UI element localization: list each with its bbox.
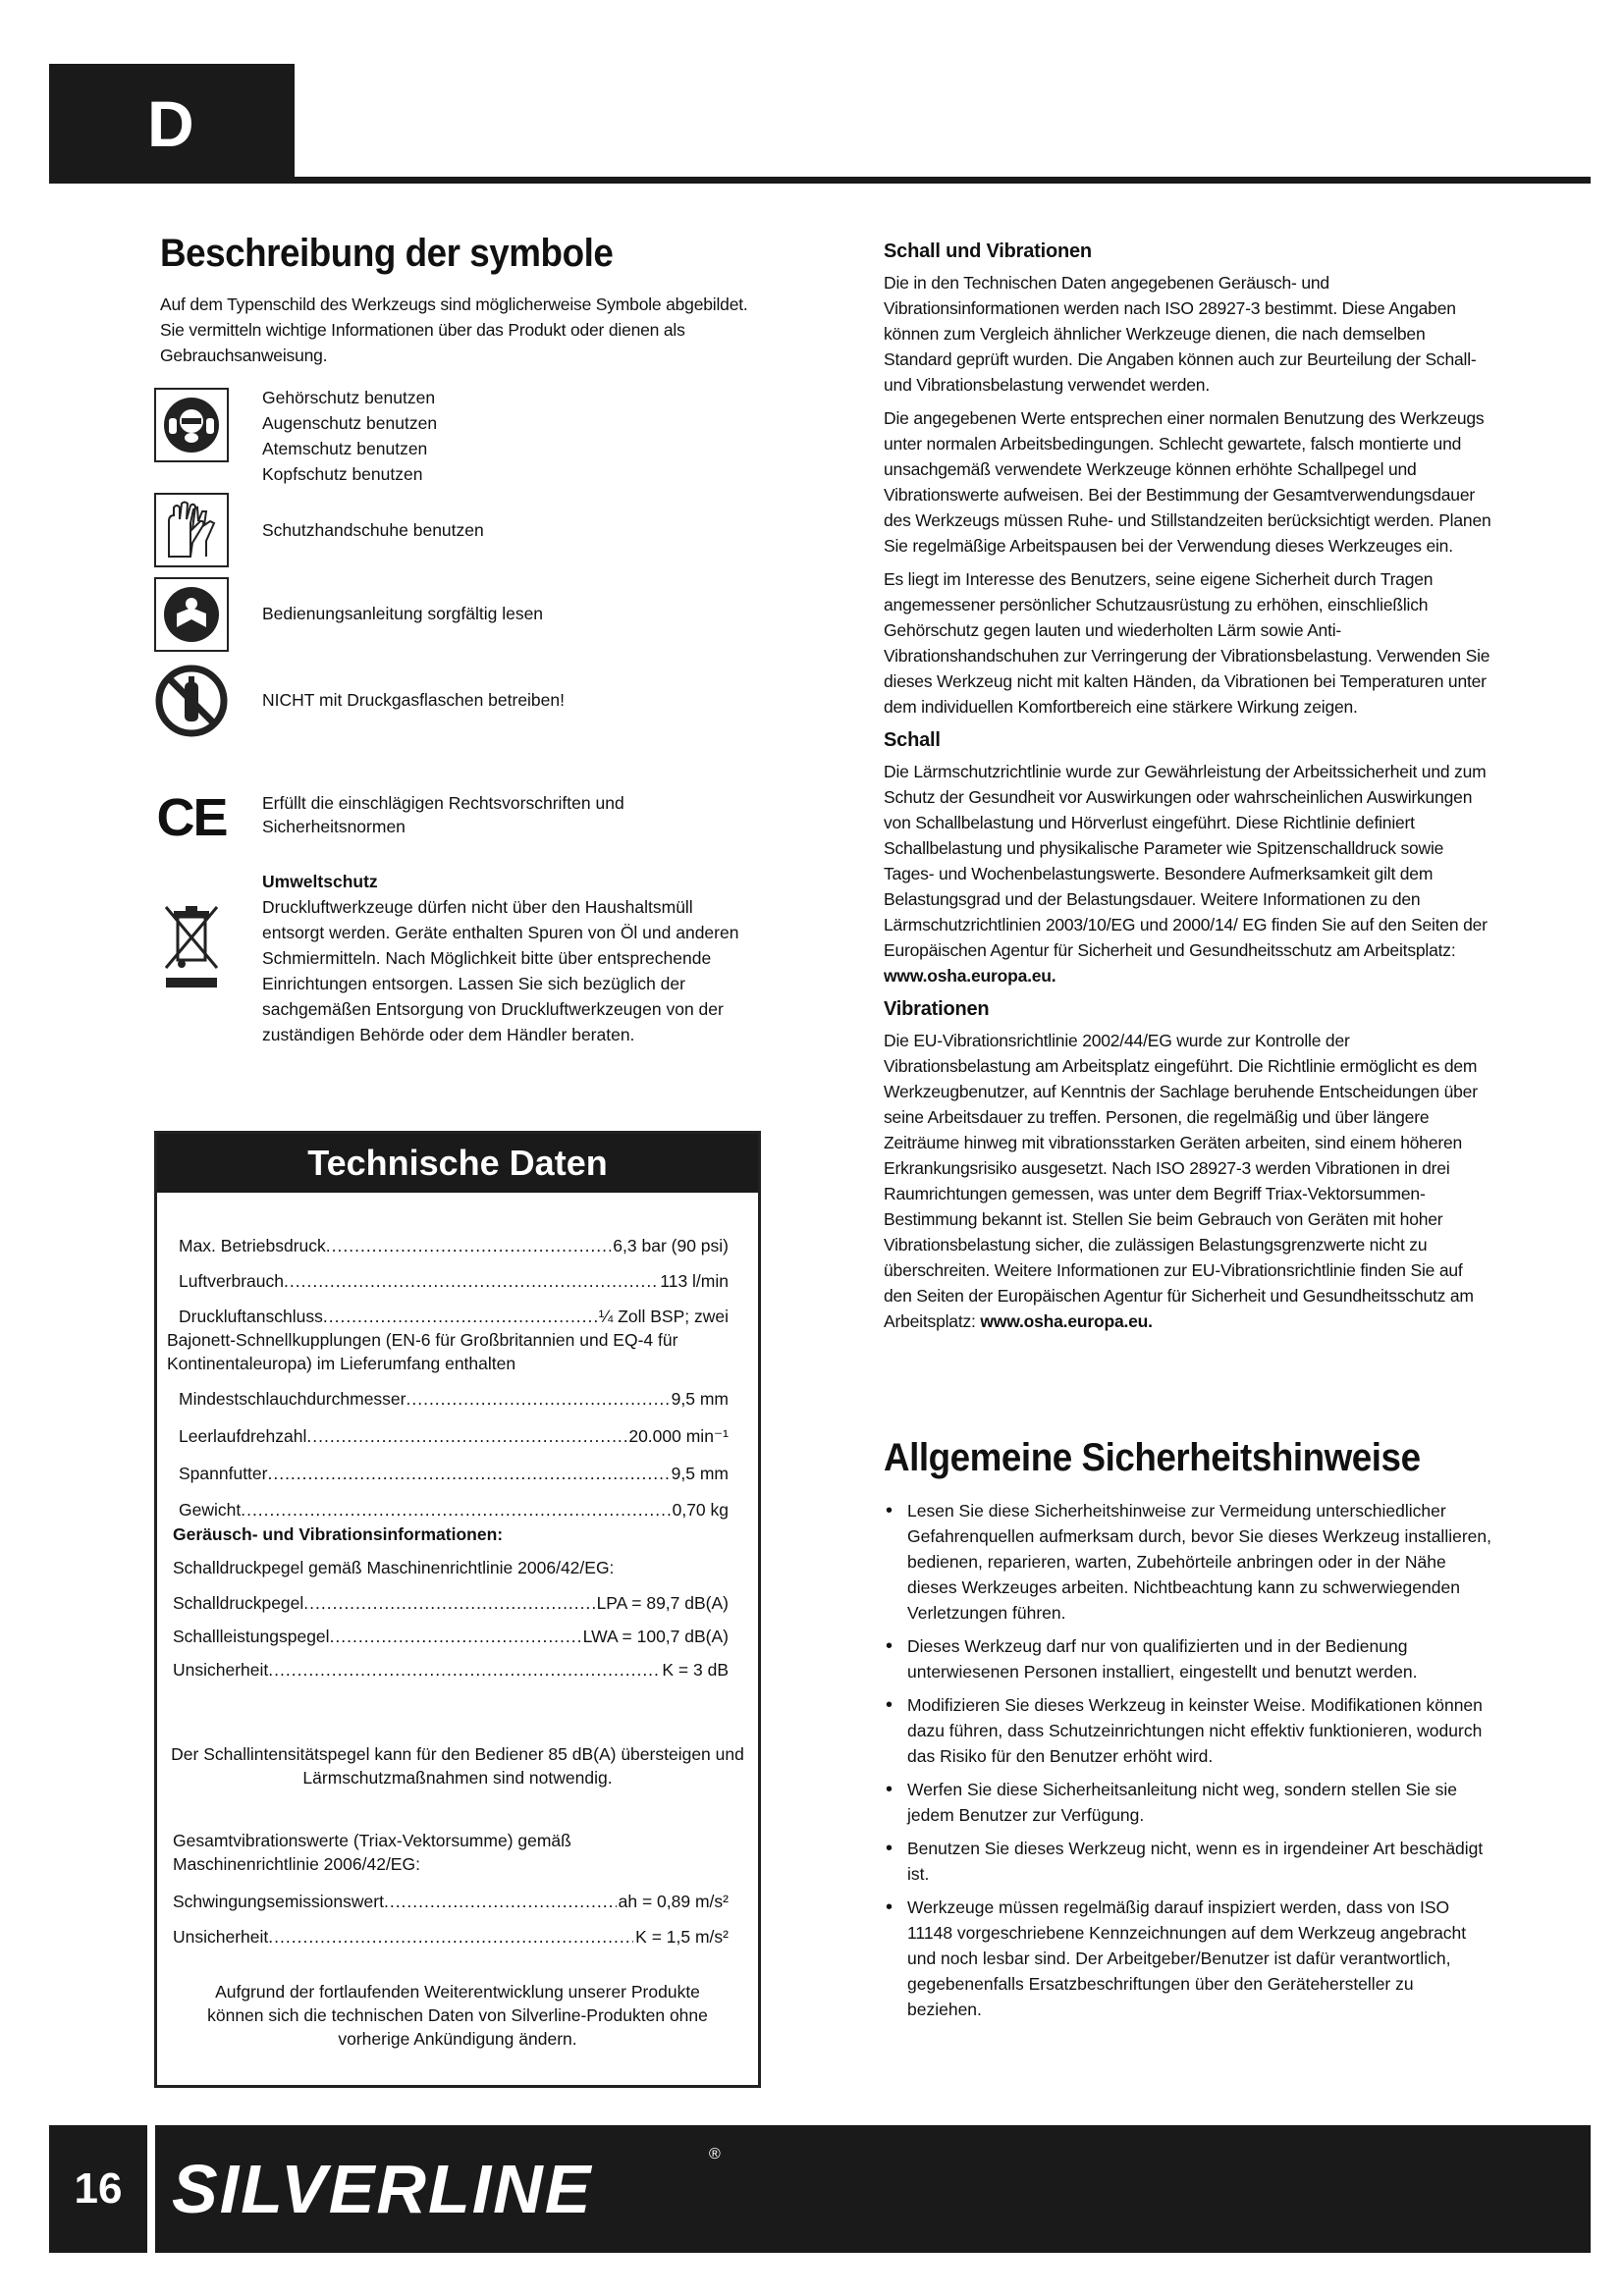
footer-divider	[147, 2125, 155, 2253]
ce-text: Erfüllt die einschlägigen Rechtsvorschriften und Sicherheitsnormen	[262, 793, 624, 836]
weee-bin-icon	[154, 901, 229, 991]
list-item: • Modifizieren Sie dieses Werkzeug in keinster Weise. Modifikationen können dazu führen, dass Schutzeinrichtungen nicht effektiv funktionieren, wodurch das Risiko für den Benutzer erhöht wird.	[884, 1692, 1492, 1769]
noise-row: Unsicherheit ..... K = 3 dB	[173, 1658, 729, 1682]
sound-vibration-title: Schall und Vibrationen	[884, 240, 1092, 262]
noise-heading: Geräusch- und Vibrationsinformationen:	[173, 1524, 504, 1544]
list-item: • Benutzen Sie dieses Werkzeug nicht, wenn es in irgendeiner Art beschädigt ist.	[884, 1836, 1492, 1887]
sv-paragraph: Die in den Technischen Daten angegebenen Geräusch- und Vibrationsinformationen werden nach ISO 28927-3 bestimmt. Diese Angaben können zum Vergleich ähnlicher Werkzeuge dienen, die nach demselben Standard geprüft wurden. Die Angaben können auch zur Beurteilung der Schall- und Vibrationsbelastung verwendet werden.	[884, 273, 1477, 395]
tech-data-title: Technische Daten	[157, 1134, 758, 1193]
ppe-text: Gehörschutz benutzen Augenschutz benutzen Atemschutz benutzen Kopfschutz benutzen	[262, 388, 438, 484]
vibration-intro: Gesamtvibrationswerte (Triax-Vektorsumme) gemäß Maschinenrichtlinie 2006/42/EG:	[173, 1831, 571, 1874]
no-gas-text: NICHT mit Druckgasflaschen betreiben!	[262, 690, 565, 710]
language-code: D	[147, 87, 194, 160]
tech-row: Leerlaufdrehzahl ..... 20.000 min⁻¹	[179, 1424, 729, 1448]
noise-intro: Schalldruckpegel gemäß Maschinenrichtlinie 2006/42/EG:	[173, 1558, 615, 1577]
symbols-title: Beschreibung der symbole	[160, 232, 614, 275]
list-item: • Werkzeuge müssen regelmäßig darauf inspiziert werden, dass von ISO 11148 vorgeschriebene Kennzeichnungen auf dem Werkzeug angebracht und noch lesbar sind. Der Arbeitgeber/Benutzer ist dafür verantwortlich, gegebenenfalls Ersatzbeschriftungen über den Gerätehersteller zu beziehen.	[884, 1895, 1492, 2022]
ppe-icon	[154, 388, 229, 462]
tech-row: Gewicht ..... 0,70 kg	[179, 1498, 729, 1522]
tech-row: Spannfutter ..... 9,5 mm	[179, 1462, 729, 1485]
tech-row: Mindestschlauchdurchmesser ..... 9,5 mm	[179, 1387, 729, 1411]
gloves-icon	[154, 493, 229, 567]
schall-title: Schall	[884, 729, 941, 751]
vibration-row: Schwingungsemissionswert ..... ah = 0,89 m/s²	[173, 1890, 729, 1913]
tech-row: Druckluftanschluss ..... ¼ Zoll BSP; zwei	[179, 1305, 729, 1328]
ce-mark-icon: CE	[156, 788, 227, 847]
schall-paragraph: Die Lärmschutzrichtlinie wurde zur Gewährleistung der Arbeitssicherheit und zum Schutz der Gesundheit vor Auswirkungen oder wahrscheinlichen Auswirkungen von Schallbelastung und Hörverlust eingeführt. Diese Richtlinie definiert Schallbelastung und physikalische Parameter wie Spitzenschalldruck sowie Tages- und Wochenbelastungswerte. Besondere Aufmerksamkeit gilt dem Belastungsgrad und der Belastungsdauer. Weitere Informationen zu den Lärmschutzrichtlinien 2003/10/EG und 2000/14/ EG finden Sie auf den Seiten der Europäischen Agentur für Sicherheit und Gesundheitsschutz am Arbeitsplatz: www.osha.europa.eu.	[884, 762, 1488, 986]
sound-vibration-section	[884, 239, 1492, 1342]
sv-paragraph: Die angegebenen Werte entsprechen einer normalen Benutzung des Werkzeugs unter normalen Arbeitsbedingungen. Schlecht gewartete, falsch montierte und unsachgemäß verwendete Werkzeuge können erhöhte Schallpegel und Vibrationswerte aufweisen. Bei der Bestimmung der Gesamtverwendungsdauer des Werkzeugs müssen Ruhe- und Stillstandzeiten berücksichtigt werden. Planen Sie regelmäßige Arbeitspausen bei der Verwendung dieses Werkzeuges ein.	[884, 408, 1491, 556]
tech-row: Luftverbrauch ..... 113 l/min	[179, 1269, 729, 1293]
list-item: • Lesen Sie diese Sicherheitshinweise zur Vermeidung unterschiedlicher Gefahrenquellen aufmerksam durch, bevor Sie dieses Werkzeug installieren, bedienen, reparieren, warten, Zubehörteile anbringen oder in der Nähe dieses Werkzeuges arbeiten. Nichtbeachtung kann zu schwerwiegenden Verletzungen führen.	[884, 1498, 1492, 1626]
gloves-text: Schutzhandschuhe benutzen	[262, 520, 484, 540]
osha-link[interactable]: www.osha.europa.eu.	[980, 1311, 1153, 1331]
osha-link[interactable]: www.osha.europa.eu.	[884, 966, 1056, 986]
registered-mark: ®	[709, 2146, 721, 2163]
symbols-intro: Auf dem Typenschild des Werkzeugs sind möglicherweise Symbole abgebildet. Sie vermitteln wichtige Informationen über das Produkt oder dienen als Gebrauchsanweisung.	[160, 294, 748, 365]
manual-text: Bedienungsanleitung sorgfältig lesen	[262, 604, 544, 623]
connector-note: Bajonett-Schnellkupplungen (EN-6 für Großbritannien und EQ-4 für Kontinentaleuropa) im Lieferumfang enthalten	[167, 1330, 678, 1373]
noise-row: Schallleistungspegel ..... LWA = 100,7 dB(A)	[173, 1625, 729, 1648]
safety-title: Allgemeine Sicherheitshinweise	[884, 1436, 1421, 1479]
tech-row: Max. Betriebsdruck ..... 6,3 bar (90 psi)	[179, 1234, 729, 1257]
manual-icon	[154, 577, 229, 652]
env-title: Umweltschutz	[262, 872, 378, 891]
tech-data-box	[154, 1131, 761, 2088]
vibration-row: Unsicherheit ..... K = 1,5 m/s²	[173, 1925, 729, 1949]
silverline-logo: SILVERLINE	[172, 2151, 593, 2227]
vibration-paragraph: Die EU-Vibrationsrichtlinie 2002/44/EG wurde zur Kontrolle der Vibrationsbelastung am Arbeitsplatz eingeführt. Die Richtlinie ermöglicht es dem Werkzeugbenutzer, auf Kenntnis der Sachlage beruhende Entscheidungen über seine Arbeitsdauer zu treffen. Personen, die regelmäßig und über längere Zeiträume hinweg mit vibrationsstarken Geräten arbeiten, sind einem höheren Erkrankungsrisiko ausgesetzt. Nach ISO 28927-3 werden Vibrationen in drei Raumrichtungen gemessen, was unter dem Begriff Triax-Vektorsummen-Bestimmung bekannt ist. Stellen Sie beim Gebrauch von Geräten mit hoher Vibrationsbelastung sicher, die zulässigen Belastungsgrenzwerte nicht zu überschreiten. Weitere Informationen zur EU-Vibrationsrichtlinie finden Sie auf den Seiten der Europäischen Agentur für Sicherheit und Gesundheitsschutz am Arbeitsplatz: www.osha.europa.eu.	[884, 1031, 1478, 1331]
vibration-title: Vibrationen	[884, 998, 990, 1020]
header-rule	[295, 177, 1591, 184]
page-number: 16	[74, 2164, 123, 2213]
sv-paragraph: Es liegt im Interesse des Benutzers, seine eigene Sicherheit durch Tragen angemessener persönlicher Schutzausrüstung zu erhöhen, einschließlich Gehörschutz gegen lauten und wiederholten Lärm sowie Anti-Vibrationshandschuhen zur Verringerung der Vibrationsbelastung. Verwenden Sie dieses Werkzeug nicht mit kalten Händen, da Vibrationen bei Temperaturen unter dem individuellen Komfortbereich eine stärkere Wirkung zeigen.	[884, 569, 1490, 717]
env-text: Druckluftwerkzeuge dürfen nicht über den Haushaltsmüll entsorgt werden. Geräte enthalten Spuren von Öl und anderen Schmiermitteln. Nach Möglichkeit bitte über entsprechende Einrichtungen entsorgen. Lassen Sie sich bezüglich der sachgemäßen Entsorgung von Druckluftwerkzeugen von der zuständigen Behörde oder dem Händler beraten.	[262, 897, 739, 1044]
safety-list	[884, 1498, 1492, 2022]
list-item: • Werfen Sie diese Sicherheitsanleitung nicht weg, sondern stellen Sie sie jedem Benutzer zur Verfügung.	[884, 1777, 1492, 1828]
noise-warning: Der Schallintensitätspegel kann für den Bediener 85 dB(A) übersteigen und Lärmschutzmaßnahmen sind notwendig.	[171, 1744, 744, 1788]
noise-row: Schalldruckpegel ..... LPA = 89,7 dB(A)	[173, 1591, 729, 1615]
no-gas-cylinder-icon	[154, 664, 229, 738]
tech-footnote: Aufgrund der fortlaufenden Weiterentwicklung unserer Produkte können sich die technischen Daten von Silverline-Produkten ohne vorherige Ankündigung ändern.	[207, 1982, 708, 2049]
list-item: • Dieses Werkzeug darf nur von qualifizierten und in der Bedienung unterwiesenen Personen installiert, eingestellt und benutzt werden.	[884, 1633, 1492, 1684]
symbols-section	[160, 232, 769, 368]
safety-section	[884, 1436, 1492, 2030]
